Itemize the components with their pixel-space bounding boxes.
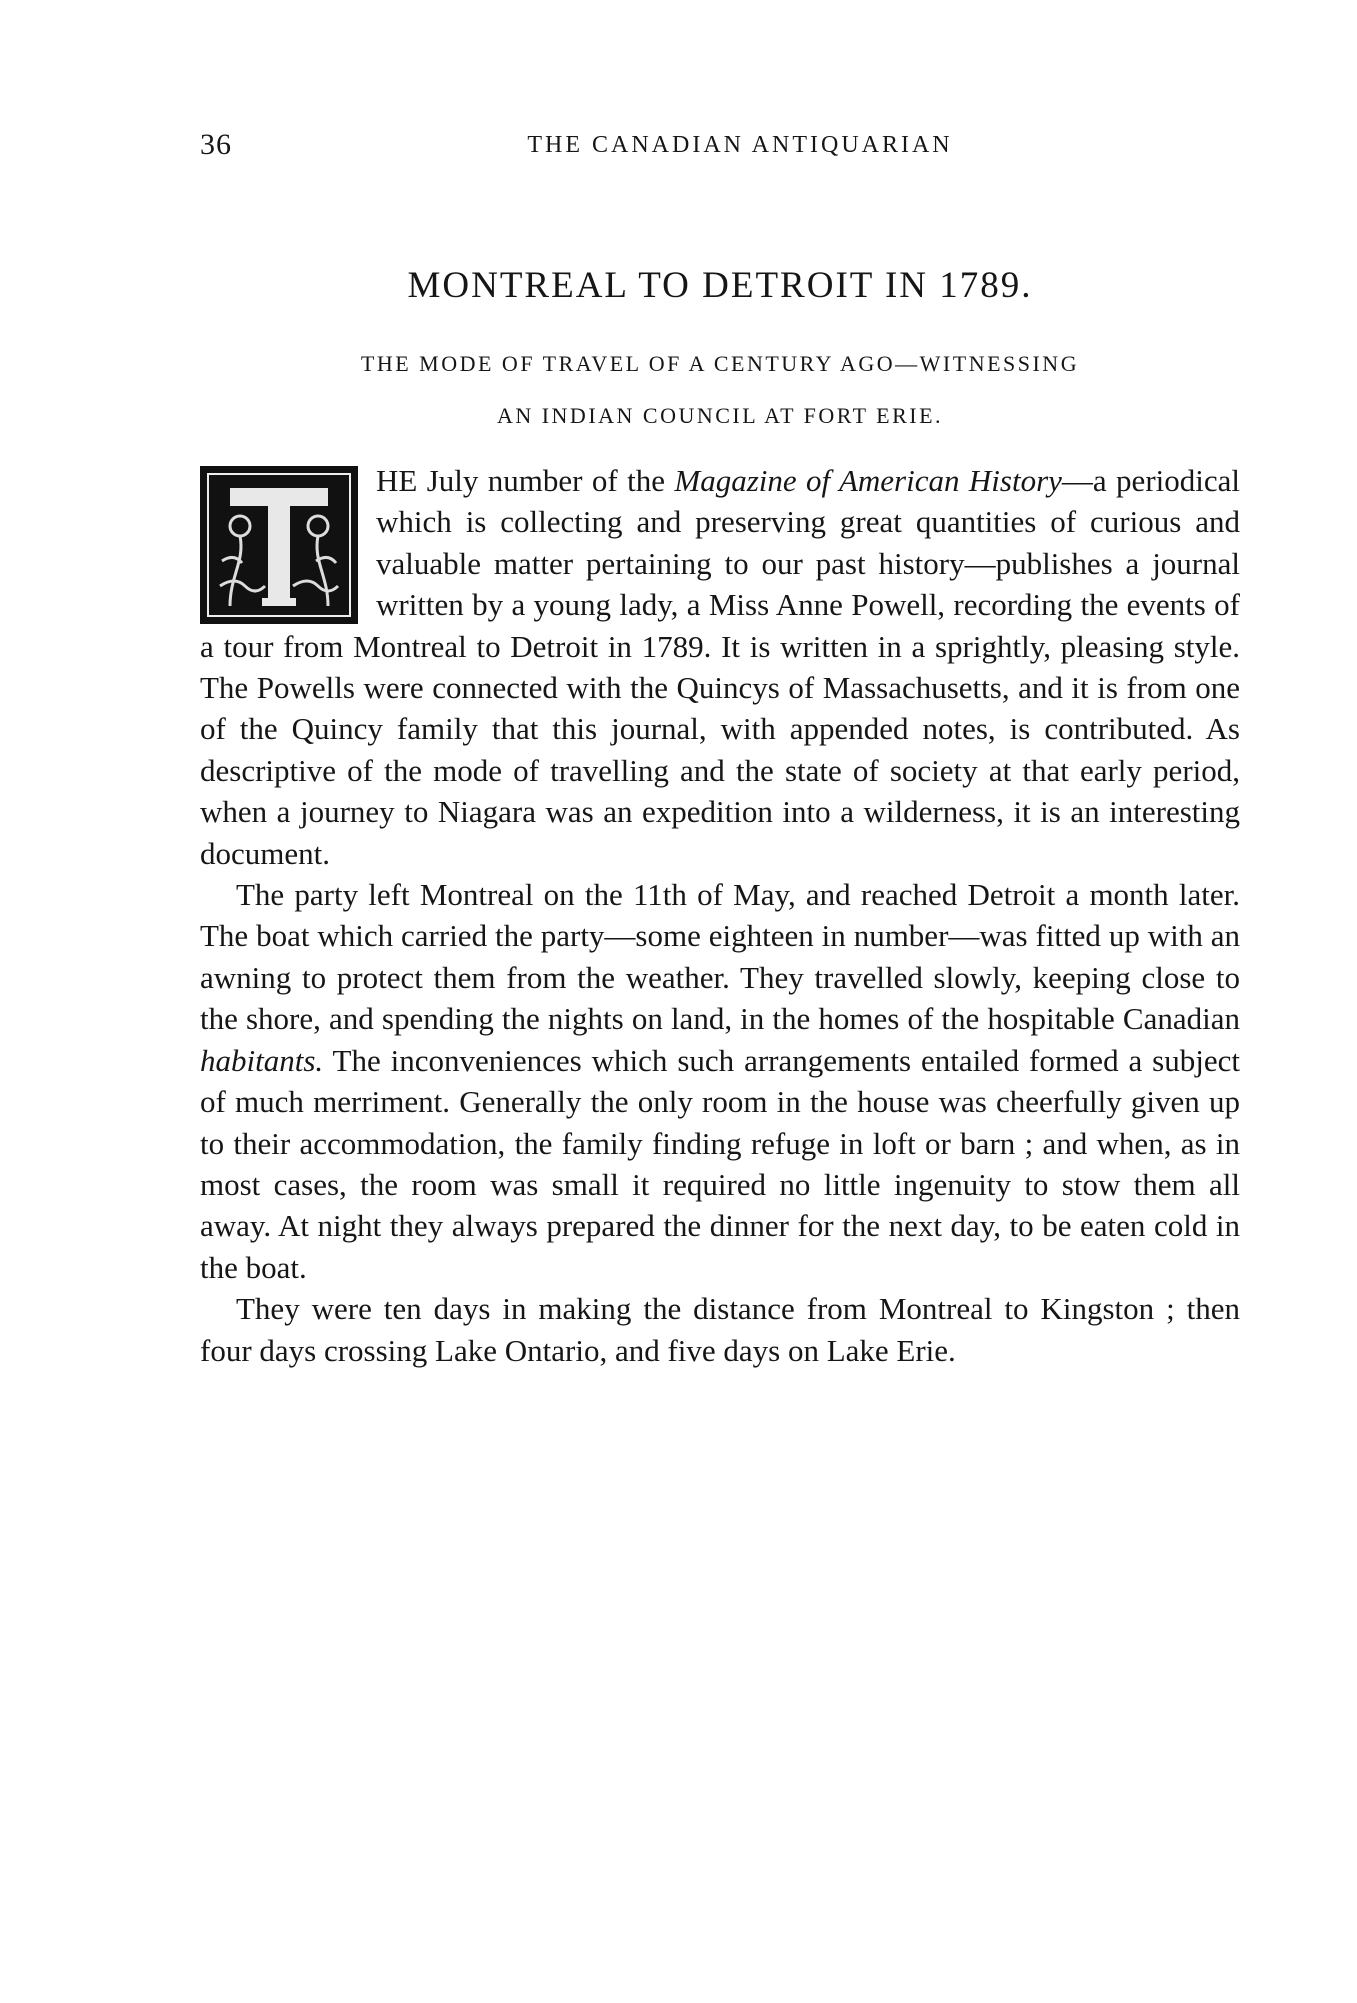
habitants-word: habitants. xyxy=(200,1042,324,1078)
paragraph-2-text: The party left Montreal on the 11th of May, and reached Detroit a month later. The boat which carried the party—some eighteen in number—was fitted up with an awning to protect them from the weather. They travelled slowly, keeping close to the shore, and spending the nights on land, in the homes of the hospitable Canadian xyxy=(200,877,1240,1037)
paragraph-2-text-rest: The inconveniences which such arrangements entailed formed a subject of much merriment. Generally the only room in the house was cheerfully given up to their accommodation, the family finding refuge in loft or barn ; and when, as in most cases, the room was small it required no little ingenuity to stow them all away. At night they always prepared the dinner for the next day, to be eaten cold in the boat. xyxy=(200,1042,1240,1285)
drop-cap-ornament-icon xyxy=(200,466,358,624)
article-title: MONTREAL TO DETROIT IN 1789. xyxy=(407,265,1033,306)
page-number: 36 xyxy=(200,128,232,161)
subtitle-line: AN INDIAN COUNCIL AT FORT ERIE. xyxy=(496,403,944,428)
ornamental-drop-cap-image xyxy=(200,466,358,624)
journal-title: THE CANADIAN ANTIQUARIAN xyxy=(527,132,953,158)
paragraph-1-text: —a periodical which is collecting and preserving great quantities of curious and valuable matter pertaining to our past history—publishes a journal written by a young lady, a Miss Anne Powell, recording the events of a tour from Montreal to Detroit in 1789. It is written in a sprightly, pleasing style. The Powells were connected with the Quincys of Massachusetts, and it is from one of the Quincy family that this journal, with appended notes, is contributed. As descriptive of the mode of travelling and the state of society at that early period, when a journey to Niagara was an expedition into a wilderness, it is an interesting document. xyxy=(200,463,1241,871)
paragraph-1 xyxy=(200,460,1240,874)
paragraph-3: They were ten days in making the distance from Montreal to Kingston ; then four days crossing Lake Ontario, and five days on Lake Erie. xyxy=(200,1291,1240,1368)
subtitle-line: THE MODE OF TRAVEL OF A CENTURY AGO—WITNESSING xyxy=(360,351,1080,376)
running-head xyxy=(200,128,1240,168)
article-subtitle xyxy=(195,338,1245,442)
article-body xyxy=(200,460,1240,1371)
paragraph-1-lead: HE July number of the xyxy=(376,463,675,498)
paragraph-2 xyxy=(200,874,1240,1288)
magazine-title: Magazine of American History xyxy=(674,463,1062,498)
